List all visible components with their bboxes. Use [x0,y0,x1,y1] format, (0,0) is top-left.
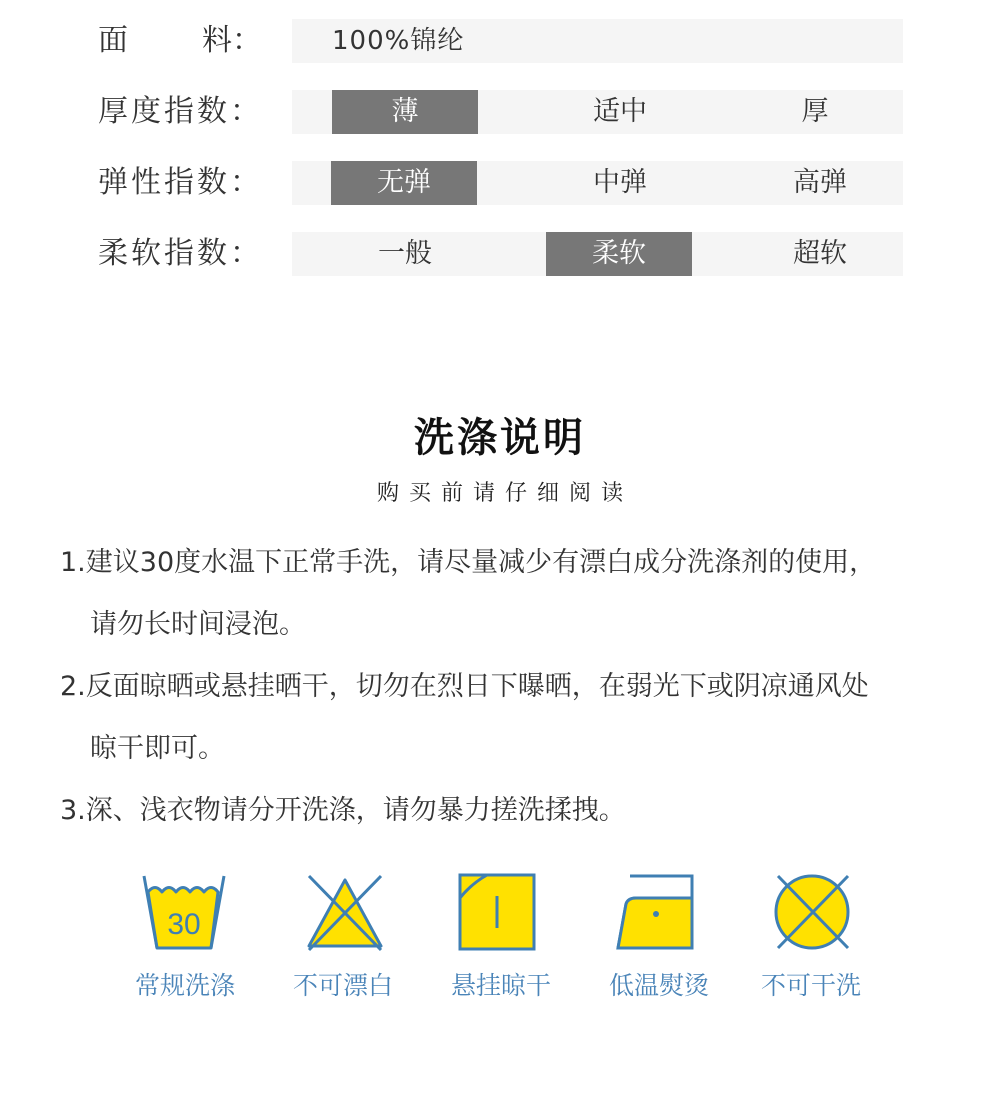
thickness-label: 厚度指数： [98,94,263,129]
care-label-no-dry-clean: 不可干洗 [760,971,861,1000]
fabric-value: 100%锦纶 [332,26,465,56]
fabric-value-bar [292,19,903,63]
washing-title: 洗涤说明 [414,415,586,461]
elasticity-option-high: 高弹 [793,167,847,198]
softness-scale [292,232,903,276]
instruction-2-line-2: 晾干即可。 [90,733,225,764]
instruction-3-line-1: 3.深、浅衣物请分开洗涤，请勿暴力搓洗揉拽。 [60,795,626,826]
softness-option-super-soft: 超软 [793,238,847,269]
instruction-2-line-1: 2.反面晾晒或悬挂晒干，切勿在烈日下曝晒，在弱光下或阴凉通风处 [60,671,869,702]
no-dry-clean-icon [772,872,856,952]
elasticity-scale [292,161,903,205]
thickness-scale [292,90,903,134]
care-label-regular-wash: 常规洗涤 [134,971,235,1000]
elasticity-row [0,161,1000,205]
thickness-option-thin: 薄 [332,90,478,134]
hang-dry-icon [457,872,541,952]
care-label-low-temp-iron: 低温熨烫 [608,971,709,1000]
no-bleach-icon [303,872,387,952]
softness-label: 柔软指数： [98,236,263,271]
elasticity-label: 弹性指数： [98,165,263,200]
low-temp-iron-icon [616,872,700,952]
softness-row [0,232,1000,276]
instruction-1-line-2: 请勿长时间浸泡。 [90,609,306,640]
softness-option-soft: 柔软 [546,232,692,276]
washing-subtitle: 购买前请仔细阅读 [376,481,633,506]
thickness-option-medium: 适中 [593,96,647,127]
wash-temperature-text: 30 [167,908,201,941]
thickness-option-thick: 厚 [801,96,829,127]
wash-basin-30-icon [142,872,226,952]
fabric-row: 面 料： 100%锦纶 [0,19,1000,63]
instruction-1-line-1: 1.建议30度水温下正常手洗，请尽量减少有漂白成分洗涤剂的使用， [60,547,877,578]
thickness-row [0,90,1000,134]
care-label-no-bleach: 不可漂白 [292,971,393,1000]
elasticity-option-medium: 中弹 [593,167,647,198]
softness-option-normal: 一般 [378,238,432,269]
care-label-hang-dry: 悬挂晾干 [450,971,551,1000]
elasticity-option-none: 无弹 [331,161,477,205]
